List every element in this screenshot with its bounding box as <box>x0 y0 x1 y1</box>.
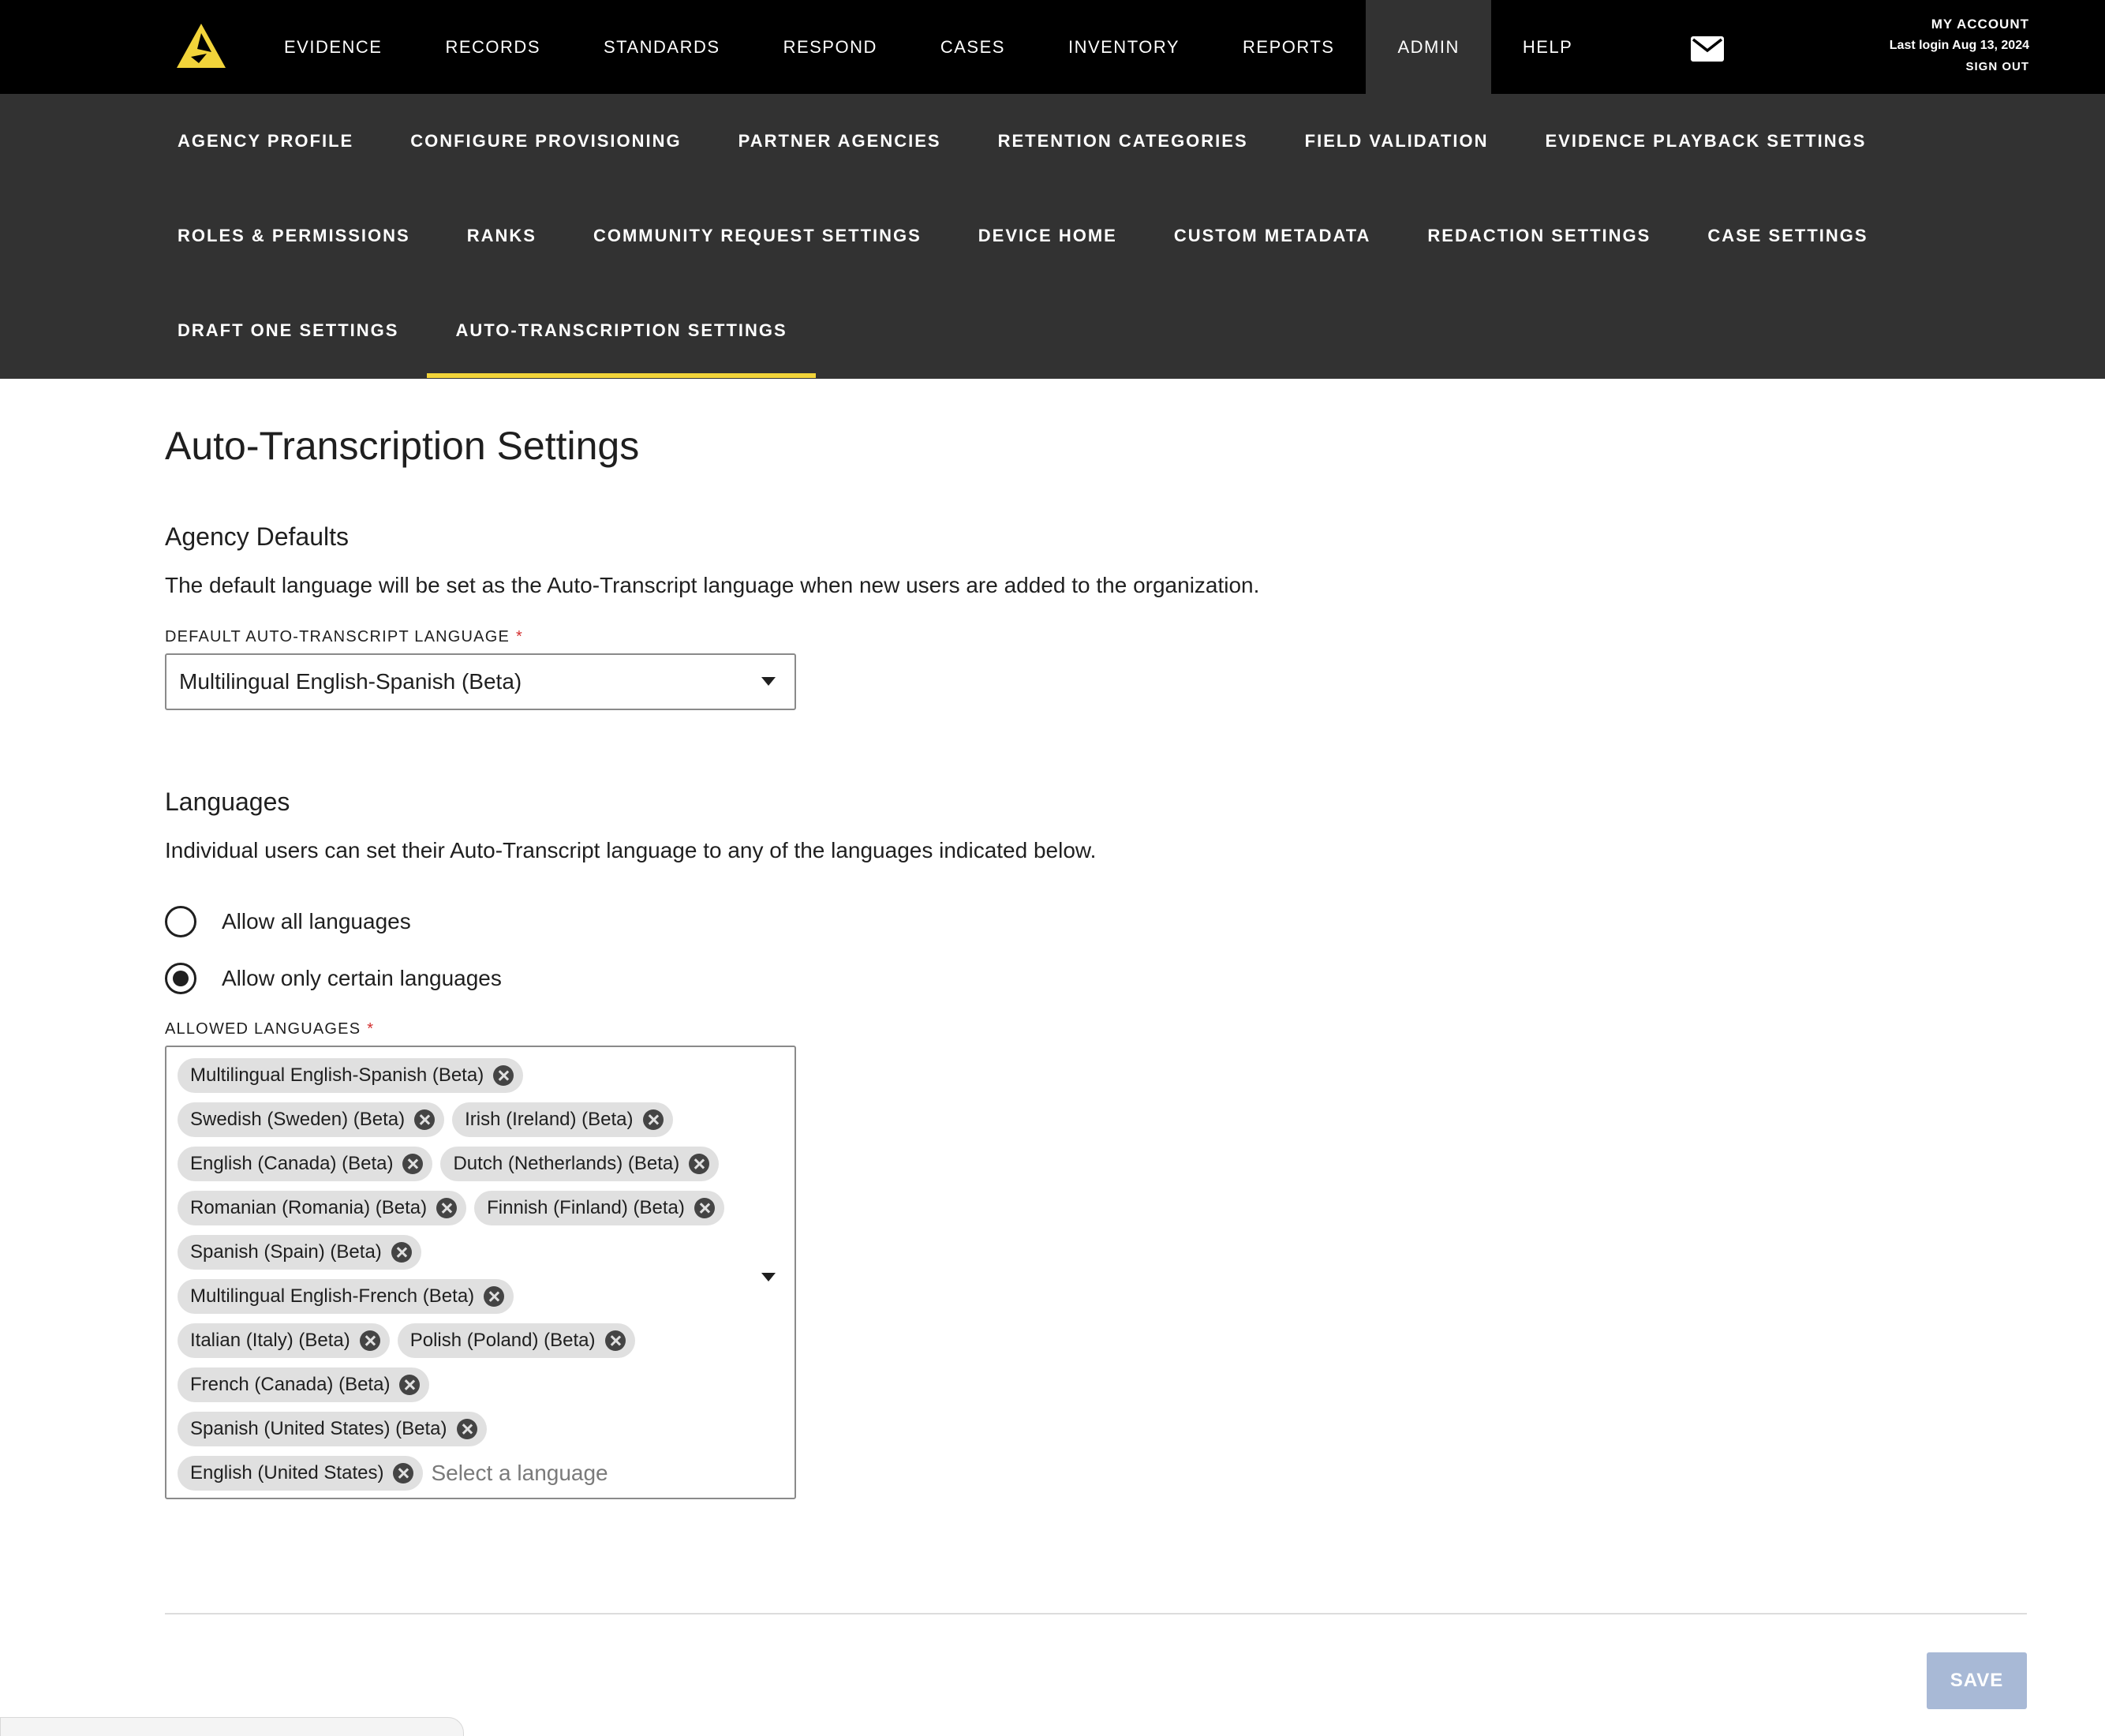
remove-chip-icon[interactable] <box>643 1109 664 1130</box>
main-nav <box>252 0 1604 94</box>
remove-chip-icon[interactable] <box>457 1419 477 1439</box>
language-chip <box>178 1147 432 1181</box>
language-chip-label: Dutch (Netherlands) (Beta) <box>453 1153 680 1174</box>
language-search-input[interactable] <box>431 1461 636 1486</box>
language-chip-label: Italian (Italy) (Beta) <box>190 1330 350 1351</box>
language-chip-label: Polish (Poland) (Beta) <box>409 1330 596 1351</box>
agency-defaults-heading: Agency Defaults <box>165 522 350 551</box>
nav-item-cases[interactable]: CASES <box>940 36 1005 57</box>
chip-row <box>178 1189 747 1227</box>
account-panel <box>1890 14 2029 77</box>
nav-item-standards[interactable]: STANDARDS <box>604 36 720 57</box>
chip-row <box>178 1145 747 1183</box>
top-bar <box>0 0 2105 94</box>
sub-nav-item-field-validation[interactable]: FIELD VALIDATION <box>1304 131 1489 151</box>
sub-nav-item-auto-transcription-settings[interactable]: AUTO-TRANSCRIPTION SETTINGS <box>427 283 815 378</box>
remove-chip-icon[interactable] <box>689 1154 709 1174</box>
triangle-logo-icon[interactable] <box>175 22 227 69</box>
language-chip-label: Finnish (Finland) (Beta) <box>487 1197 685 1218</box>
language-chip <box>178 1456 423 1491</box>
remove-chip-icon[interactable] <box>399 1375 420 1395</box>
remove-chip-icon[interactable] <box>436 1198 457 1218</box>
sub-nav-item-agency-profile[interactable]: AGENCY PROFILE <box>178 131 354 151</box>
language-chip-label: Irish (Ireland) (Beta) <box>465 1109 634 1130</box>
sub-nav-item-custom-metadata[interactable]: CUSTOM METADATA <box>1173 226 1371 245</box>
nav-item-inventory[interactable]: INVENTORY <box>1067 36 1180 57</box>
remove-chip-icon[interactable] <box>360 1330 380 1351</box>
language-chip <box>178 1235 421 1270</box>
sub-nav-item-retention-categories[interactable]: RETENTION CATEGORIES <box>997 131 1248 151</box>
radio-label: Allow all languages <box>222 909 411 933</box>
radio-label: Allow only certain languages <box>222 966 502 990</box>
language-chip-label: French (Canada) (Beta) <box>190 1374 391 1395</box>
language-chip <box>178 1102 444 1137</box>
language-chip-label: English (Canada) (Beta) <box>190 1153 394 1174</box>
language-chip <box>178 1279 514 1314</box>
sub-nav-item-draft-one-settings[interactable]: DRAFT ONE SETTINGS <box>178 320 399 340</box>
required-mark: * <box>367 1020 375 1038</box>
language-chip <box>178 1058 523 1093</box>
sub-nav-row <box>149 189 1897 283</box>
nav-item-respond[interactable]: RESPOND <box>783 36 877 57</box>
sub-nav-item-redaction-settings[interactable]: REDACTION SETTINGS <box>1427 226 1651 245</box>
default-language-label-text: DEFAULT AUTO-TRANSCRIPT LANGUAGE <box>165 628 510 645</box>
sub-nav-item-configure-provisioning[interactable]: CONFIGURE PROVISIONING <box>410 131 682 151</box>
sub-nav-item-ranks[interactable]: RANKS <box>466 226 537 245</box>
sub-nav-row <box>149 94 1894 189</box>
radio-button-checked[interactable] <box>165 963 196 994</box>
sub-nav-item-community-request-settings[interactable]: COMMUNITY REQUEST SETTINGS <box>593 226 922 245</box>
remove-chip-icon[interactable] <box>493 1065 514 1086</box>
radio-allow-certain-languages[interactable] <box>165 963 502 994</box>
allowed-languages-label <box>165 1020 374 1038</box>
chip-row <box>178 1366 747 1404</box>
remove-chip-icon[interactable] <box>694 1198 715 1218</box>
language-chip <box>178 1367 429 1402</box>
chip-row <box>178 1322 747 1360</box>
chip-row <box>178 1057 747 1094</box>
language-chip-label: English (United States) <box>190 1462 384 1483</box>
language-chip <box>452 1102 672 1137</box>
default-language-select[interactable] <box>165 653 796 710</box>
remove-chip-icon[interactable] <box>393 1463 413 1483</box>
language-chip-label: Multilingual English-French (Beta) <box>190 1285 475 1307</box>
nav-item-reports[interactable]: REPORTS <box>1243 36 1335 57</box>
sub-nav-item-partner-agencies[interactable]: PARTNER AGENCIES <box>738 131 941 151</box>
mail-icon[interactable] <box>1691 36 1724 62</box>
nav-item-records[interactable]: RECORDS <box>445 36 540 57</box>
chevron-down-icon[interactable] <box>761 677 776 686</box>
remove-chip-icon[interactable] <box>391 1242 412 1263</box>
required-mark: * <box>516 628 523 645</box>
allowed-languages-label-text: ALLOWED LANGUAGES <box>165 1020 361 1038</box>
language-chip <box>440 1147 719 1181</box>
sub-nav-item-device-home[interactable]: DEVICE HOME <box>978 226 1117 245</box>
chip-row <box>178 1101 747 1139</box>
nav-item-help[interactable]: HELP <box>1522 36 1573 57</box>
divider <box>165 1613 2027 1614</box>
default-language-value: Multilingual English-Spanish (Beta) <box>179 669 522 694</box>
admin-sub-nav <box>0 94 2105 379</box>
remove-chip-icon[interactable] <box>484 1286 504 1307</box>
sub-nav-item-roles-permissions[interactable]: ROLES & PERMISSIONS <box>178 226 410 245</box>
save-button[interactable]: SAVE <box>1927 1652 2027 1709</box>
language-chip-label: Spanish (Spain) (Beta) <box>190 1241 382 1263</box>
chip-row <box>178 1233 747 1271</box>
language-chip <box>178 1191 466 1225</box>
chip-row <box>178 1454 747 1492</box>
language-chip <box>178 1323 390 1358</box>
nav-item-admin[interactable]: ADMIN <box>1366 0 1490 94</box>
sub-nav-item-evidence-playback-settings[interactable]: EVIDENCE PLAYBACK SETTINGS <box>1545 131 1867 151</box>
radio-allow-all-languages[interactable] <box>165 906 411 937</box>
last-login-text: Last login Aug 13, 2024 <box>1889 39 2029 52</box>
nav-item-evidence[interactable]: EVIDENCE <box>284 36 383 57</box>
remove-chip-icon[interactable] <box>414 1109 435 1130</box>
chevron-down-icon[interactable] <box>761 1273 776 1281</box>
language-chip <box>178 1412 487 1446</box>
languages-heading: Languages <box>165 788 290 816</box>
default-language-label <box>165 628 523 646</box>
language-chip-label: Romanian (Romania) (Beta) <box>190 1197 428 1218</box>
page-title: Auto-Transcription Settings <box>165 424 640 468</box>
agency-defaults-description: The default language will be set as the Auto-Transcript language when new users are added to the organization. <box>165 573 1260 597</box>
sub-nav-item-case-settings[interactable]: CASE SETTINGS <box>1707 226 1868 245</box>
radio-button-unchecked[interactable] <box>165 906 196 937</box>
chip-row <box>178 1278 747 1315</box>
language-chip <box>398 1323 635 1358</box>
remove-chip-icon[interactable] <box>605 1330 626 1351</box>
language-chip-label: Swedish (Sweden) (Beta) <box>190 1109 406 1130</box>
chip-row <box>178 1410 747 1448</box>
remove-chip-icon[interactable] <box>402 1154 423 1174</box>
language-chip-label: Multilingual English-Spanish (Beta) <box>190 1064 484 1086</box>
allowed-languages-multiselect[interactable] <box>165 1046 796 1499</box>
sub-nav-row <box>149 283 816 378</box>
my-account-link[interactable]: MY ACCOUNT <box>1931 17 2029 32</box>
language-chip <box>474 1191 724 1225</box>
language-chip-label: Spanish (United States) (Beta) <box>190 1418 447 1439</box>
sign-out-link[interactable]: SIGN OUT <box>1965 60 2029 73</box>
languages-description: Individual users can set their Auto-Transcript language to any of the languages indicated below. <box>165 838 1097 862</box>
bottom-overlay-tab[interactable] <box>0 1717 464 1736</box>
